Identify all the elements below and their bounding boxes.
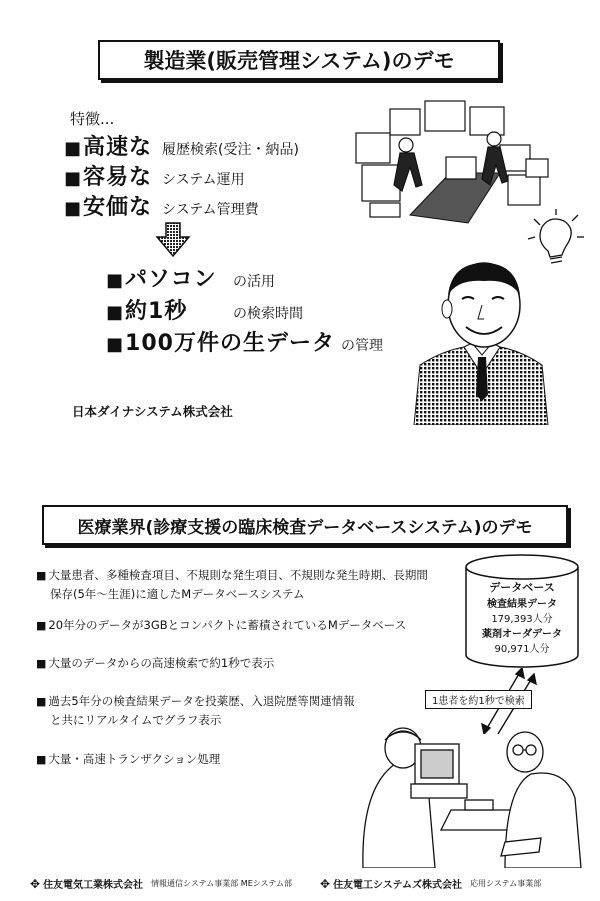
bullet-line: と共にリアルタイムでグラフ表示 xyxy=(50,713,222,727)
feature-item: ■ 安価な システム管理費 xyxy=(64,190,299,220)
medical-bullet: ■ 大量患者、多種検査項目、不規則な発生項目、不規則な発生時期、長期間 保存(5年〜生涯)に適したMデータベースシステム xyxy=(36,568,428,601)
feature-bold: 高速な xyxy=(83,135,153,160)
result-list xyxy=(106,262,383,358)
footer-right-dept: 応用システム事業部 xyxy=(470,879,542,888)
result-text: の検索時間 xyxy=(233,306,304,322)
consultation-illustration xyxy=(355,718,585,868)
feature-text: システム運用 xyxy=(162,172,245,188)
result-item: ■ 100万件の生データ の管理 xyxy=(106,326,383,358)
feature-item: ■ 容易な システム運用 xyxy=(64,160,299,190)
database-row: 検査結果データ xyxy=(487,599,557,610)
bullet-line: 大量のデータからの高速検索で約1秒で表示 xyxy=(48,656,275,670)
result-text: の活用 xyxy=(233,274,276,290)
medical-bullet: ■ 20年分のデータが3GBとコンパクトに蓄積されているMデータベース xyxy=(36,618,407,632)
result-bold: 100万件の生データ xyxy=(125,331,335,356)
footer-right xyxy=(320,876,541,891)
medical-bullet: ■ 大量のデータからの高速検索で約1秒で表示 xyxy=(36,656,275,670)
sumitomo-logo-icon: ✥ xyxy=(320,876,331,891)
result-item: ■ パソコン の活用 xyxy=(106,262,383,294)
bullet-line: 大量患者、多種検査項目、不規則な発生項目、不規則な発生時期、長期間 xyxy=(48,568,428,582)
feature-item: ■ 高速な 履歴検索(受注・納品) xyxy=(64,130,299,160)
medical-bullet: ■ 大量・高速トランザクション処理 xyxy=(36,752,221,766)
sumitomo-logo-icon: ✥ xyxy=(30,876,41,891)
database-row: 薬剤オーダデータ xyxy=(482,629,562,640)
result-text: の管理 xyxy=(340,338,383,354)
feature-bold: 容易な xyxy=(83,165,153,190)
result-item: ■ 約1秒 の検索時間 xyxy=(106,294,383,326)
bullet-line: 保存(5年〜生涯)に適したMデータベースシステム xyxy=(50,587,305,601)
feature-text: 履歴検索(受注・納品) xyxy=(162,142,299,158)
businessman-illustration xyxy=(412,255,552,425)
result-bold: 約1秒 xyxy=(125,299,188,324)
company-name: 日本ダイナシステム株式会社 xyxy=(72,404,233,419)
features-label: 特徴... xyxy=(70,110,115,128)
down-arrow-icon xyxy=(155,222,191,258)
footer-left-company: 住友電気工業株式会社 xyxy=(43,880,144,891)
bottom-title-box xyxy=(42,505,568,545)
bottom-title: 医療業界(診療支援の臨床検査データベースシステム)のデモ xyxy=(77,517,533,538)
feature-text: システム管理費 xyxy=(162,202,259,218)
footer-right-company: 住友電工システムズ株式会社 xyxy=(333,880,463,891)
footer-left xyxy=(30,876,292,891)
result-bold: パソコン xyxy=(125,267,217,292)
database-title: データベース xyxy=(489,581,555,594)
feature-list xyxy=(64,130,299,220)
footer-left-dept: 情報通信システム事業部 MEシステム部 xyxy=(151,879,292,888)
search-caption-box xyxy=(425,690,532,709)
database-row: 179,393人分 xyxy=(491,614,553,625)
feature-bold: 安価な xyxy=(83,195,153,220)
database-label xyxy=(466,580,578,657)
search-caption: 1患者を約1秒で検索 xyxy=(432,696,525,707)
top-title: 製造業(販売管理システム)のデモ xyxy=(143,49,455,73)
database-row: 90,971人分 xyxy=(494,644,550,655)
top-title-box xyxy=(98,40,500,80)
bullet-line: 20年分のデータが3GBとコンパクトに蓄積されているMデータベース xyxy=(48,618,407,632)
bullet-line: 大量・高速トランザクション処理 xyxy=(48,752,221,766)
medical-bullet: ■ 過去5年分の検査結果データを投薬歴、入退院歴等関連情報 と共にリアルタイムでグラフ表示 xyxy=(36,694,355,727)
bullet-line: 過去5年分の検査結果データを投薬歴、入退院歴等関連情報 xyxy=(48,694,355,708)
